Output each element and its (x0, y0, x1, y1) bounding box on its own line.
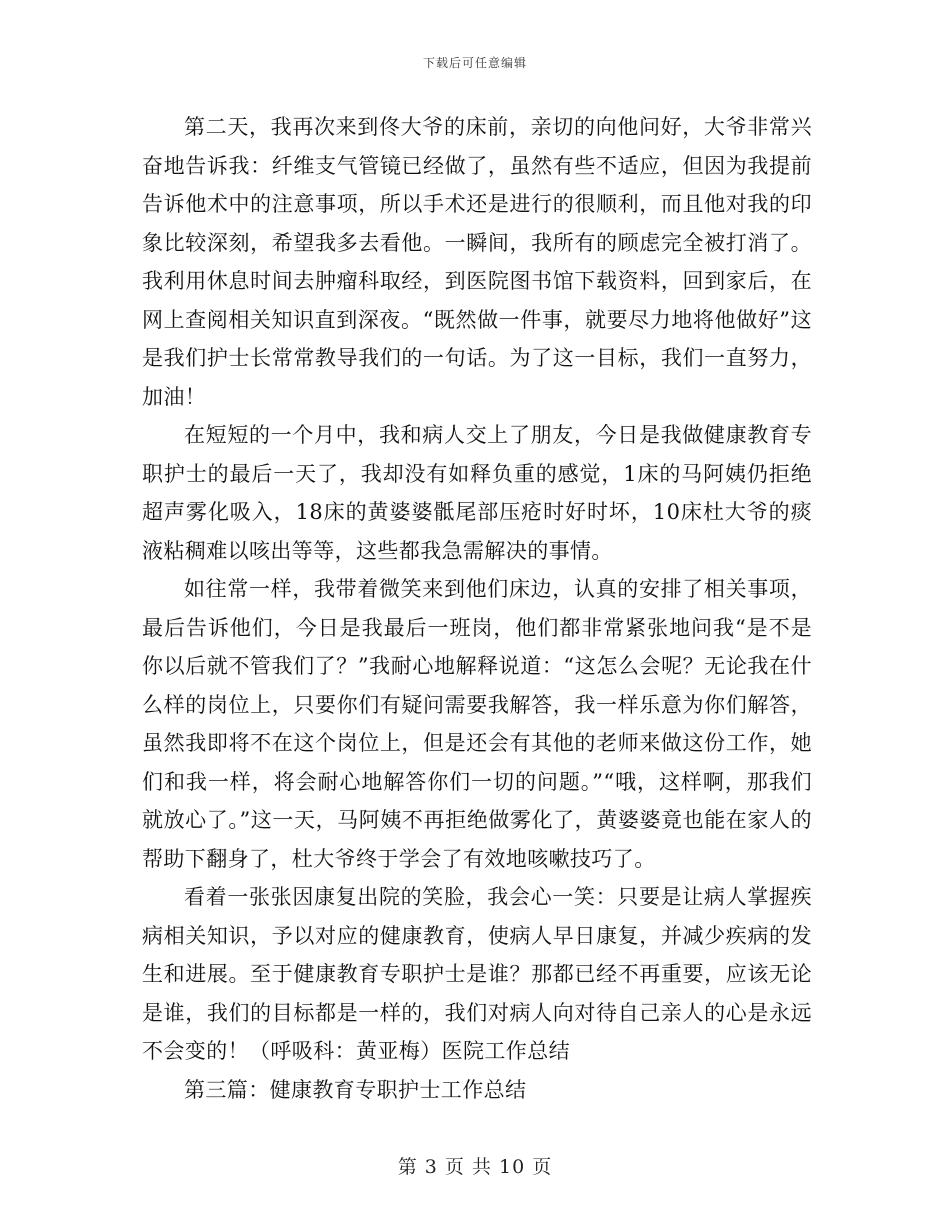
document-body (142, 108, 812, 1109)
paragraph: 看着一张张因康复出院的笑脸，我会心一笑：只要是让病人掌握疾病相关知识，予以对应的健康教育，使病人早日康复，并减少疾病的发生和进展。至于健康教育专职护士是谁？那都已经不再重要，应该无论是谁，我们的目标都是一样的，我们对病人向对待自己亲人的心是永远不会变的！（呼吸科：黄亚梅）医院工作总结 (142, 885, 812, 1063)
page-footer: 第 3 页 共 10 页 (397, 1156, 553, 1178)
paragraph: 如往常一样，我带着微笑来到他们床边，认真的安排了相关事项，最后告诉他们，今日是我最后一班岗，他们都非常紧张地问我“是不是你以后就不管我们了？”我耐心地解释说道：“这怎么会呢？无论我在什么样的岗位上，只要你们有疑问需要我解答，我一样乐意为你们解答，虽然我即将不在这个岗位上，但是还会有其他的老师来做这份工作，她们和我一样，将会耐心地解答你们一切的问题。”“哦，这样啊，那我们就放心了。”这一天，马阿姨不再拒绝做雾化了，黄婆婆竟也能在家人的帮助下翻身了，杜大爷终于学会了有效地咳嗽技巧了。 (142, 577, 812, 871)
paragraph: 在短短的一个月中，我和病人交上了朋友，今日是我做健康教育专职护士的最后一天了，我却没有如释负重的感觉，1床的马阿姨仍拒绝超声雾化吸入，18床的黄婆婆骶尾部压疮时好时坏，10床杜大爷的痰液粘稠难以咳出等等，这些都我急需解决的事情。 (142, 423, 812, 563)
page-header: 下载后可任意编辑 (422, 56, 527, 70)
paragraph: 第二天，我再次来到佟大爷的床前，亲切的向他问好，大爷非常兴奋地告诉我：纤维支气管镜已经做了，虽然有些不适应，但因为我提前告诉他术中的注意事项，所以手术还是进行的很顺利，而且他对我的印象比较深刻，希望我多去看他。一瞬间，我所有的顾虑完全被打消了。我利用休息时间去肿瘤科取经，到医院图书馆下载资料，回到家后，在网上查阅相关知识直到深夜。“既然做一件事，就要尽力地将他做好”这是我们护士长常常教导我们的一句话。为了这一目标，我们一直努力，加油！ (142, 115, 812, 409)
section-heading: 第三篇：健康教育专职护士工作总结 (184, 1077, 527, 1102)
